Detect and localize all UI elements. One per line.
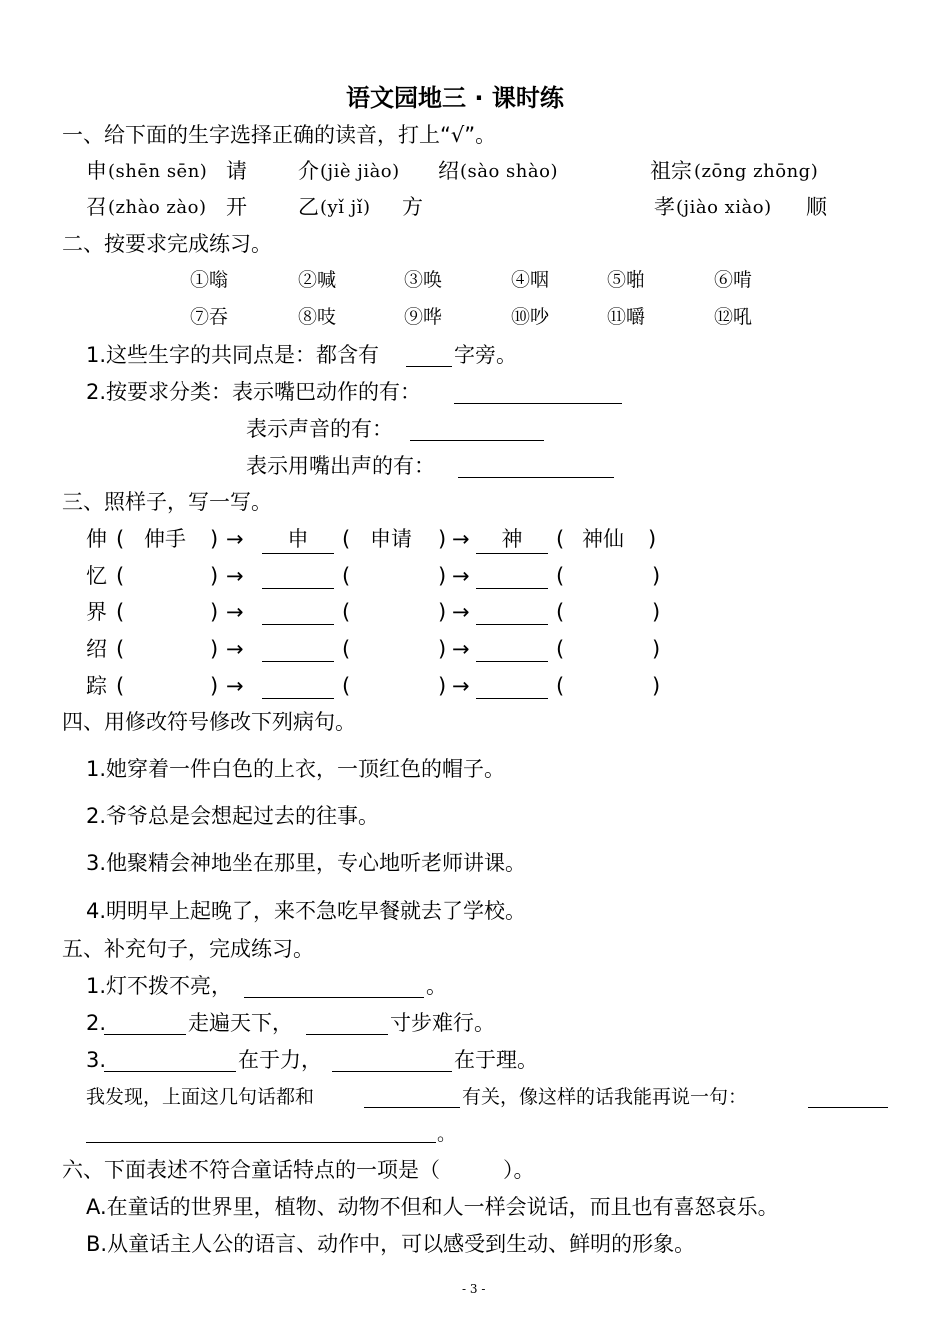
paren-left: ( [342, 564, 351, 588]
paren-right: ) [210, 600, 219, 624]
pinyin-suffix: 请 [226, 159, 247, 183]
option-b[interactable]: B.从童话主人公的语言、动作中，可以感受到生动、鲜明的形象。 [86, 1232, 696, 1256]
row-char: 绍 [86, 637, 107, 661]
char-item: ②喊 [298, 269, 337, 291]
pinyin-char: 召 [86, 195, 107, 219]
paren-left: ( [342, 674, 351, 698]
question-2-1-text: 1.这些生字的共同点是：都含有 [86, 343, 380, 367]
arrow-icon: → [226, 637, 244, 661]
answer-blank[interactable] [104, 1071, 236, 1072]
paren-left: ( [556, 600, 565, 624]
paren-left: ( [116, 527, 125, 551]
proverb-2-num: 2. [86, 1011, 107, 1035]
section-3-heading: 三、照样子，写一写。 [62, 490, 272, 514]
paren-right: ) [652, 637, 661, 661]
paren-right: ) [652, 564, 661, 588]
pinyin-options: (yǐ jǐ) [320, 197, 371, 218]
pinyin-suffix: 方 [402, 195, 423, 219]
paren-left: ( [556, 674, 565, 698]
row-char: 忆 [86, 564, 107, 588]
row-char: 界 [86, 600, 107, 624]
section-5-heading: 五、补充句子，完成练习。 [62, 937, 314, 961]
page-number: - 3 - [462, 1282, 486, 1296]
answer-blank[interactable] [476, 588, 548, 589]
answer-blank[interactable] [262, 624, 334, 625]
paren-left: ( [116, 564, 125, 588]
answer-blank[interactable] [406, 366, 452, 367]
sentence-item: 1.她穿着一件白色的上衣，一顶红色的帽子。 [86, 757, 506, 781]
answer-blank[interactable] [86, 1142, 436, 1143]
question-2-2-text: 2.按要求分类：表示嘴巴动作的有： [86, 380, 422, 404]
paren-right: ) [438, 600, 447, 624]
arrow-icon: → [226, 674, 244, 698]
example-word: 伸手 [144, 527, 186, 551]
char-item: ③唤 [404, 269, 443, 291]
pinyin-options: (jiào xiào) [676, 197, 772, 218]
proverb-3-end: 在于理。 [454, 1048, 538, 1072]
proverb-3-num: 3. [86, 1048, 107, 1072]
answer-blank[interactable] [306, 1034, 388, 1035]
sentence-item: 4.明明早上起晚了，来不急吃早餐就去了学校。 [86, 899, 527, 923]
paren-right: ) [652, 600, 661, 624]
answer-blank[interactable] [262, 588, 334, 589]
section-2-heading: 二、按要求完成练习。 [62, 232, 272, 256]
paren-right: ) [438, 564, 447, 588]
section-1-heading: 一、给下面的生字选择正确的读音，打上“√”。 [62, 123, 497, 147]
proverb-3-mid: 在于力， [238, 1048, 322, 1072]
pinyin-options: (zōng zhōng) [694, 161, 819, 182]
pinyin-char: 绍 [438, 159, 459, 183]
pinyin-char: 申 [86, 159, 107, 183]
answer-blank[interactable] [476, 698, 548, 699]
paren-right: ) [438, 637, 447, 661]
paren-left: ( [342, 600, 351, 624]
arrow-icon: → [226, 527, 244, 551]
char-item: ⑥啃 [714, 269, 753, 291]
paren-left: ( [556, 637, 565, 661]
arrow-icon: → [452, 674, 470, 698]
paren-right: ) [438, 527, 447, 551]
pinyin-options: (jiè jiào) [320, 161, 400, 182]
row-char: 踪 [86, 674, 107, 698]
paren-left: ( [116, 637, 125, 661]
paren-right: ) [210, 564, 219, 588]
section-6-heading: 六、下面表述不符合童话特点的一项是（ ）。 [62, 1158, 535, 1182]
row-char: 伸 [86, 527, 107, 551]
arrow-icon: → [452, 564, 470, 588]
answer-blank[interactable] [244, 997, 424, 998]
proverb-2-end: 寸步难行。 [390, 1011, 495, 1035]
answer-blank[interactable] [364, 1107, 460, 1108]
answer-blank[interactable] [808, 1107, 888, 1108]
paren-left: ( [556, 527, 565, 551]
pinyin-char: 介 [298, 159, 319, 183]
char-item: ⑧吱 [298, 306, 337, 328]
pinyin-options: (sào shào) [460, 161, 558, 182]
pinyin-char: 孝 [654, 195, 675, 219]
char-item: ⑫吼 [714, 306, 753, 328]
pinyin-options: (zhào zào) [108, 197, 207, 218]
answer-blank[interactable] [410, 440, 544, 441]
proverb-1-end: 。 [426, 974, 447, 998]
char-item: ⑦吞 [190, 306, 229, 328]
answer-blank[interactable] [476, 661, 548, 662]
pinyin-char: 乙 [298, 195, 319, 219]
example-word: 申请 [370, 527, 412, 551]
section-4-heading: 四、用修改符号修改下列病句。 [62, 710, 356, 734]
proverb-1-text: 1.灯不拨不亮， [86, 974, 233, 998]
answer-blank[interactable] [104, 1034, 186, 1035]
discover-text: 我发现，上面这几句话都和 [86, 1086, 315, 1108]
paren-right: ) [210, 637, 219, 661]
example-word: 神仙 [582, 527, 624, 551]
pinyin-options: (shēn sēn) [108, 161, 208, 182]
discover-text-2: 有关，像这样的话我能再说一句： [462, 1086, 748, 1108]
page-title: 语文园地三 · 课时练 [346, 84, 564, 112]
paren-right: ) [210, 527, 219, 551]
char-item: ⑨哗 [404, 306, 443, 328]
paren-right: ) [438, 674, 447, 698]
answer-blank[interactable] [262, 661, 334, 662]
answer-blank[interactable] [476, 624, 548, 625]
paren-right: ) [652, 674, 661, 698]
char-item: ⑪嚼 [607, 306, 646, 328]
paren-left: ( [116, 600, 125, 624]
proverb-2-mid: 走遍天下， [188, 1011, 293, 1035]
pinyin-suffix: 顺 [806, 195, 827, 219]
paren-right: ) [648, 527, 657, 551]
discover-end: 。 [437, 1123, 457, 1145]
sentence-item: 3.他聚精会神地坐在那里，专心地听老师讲课。 [86, 851, 527, 875]
arrow-icon: → [452, 637, 470, 661]
sentence-item: 2.爷爷总是会想起过去的往事。 [86, 804, 380, 828]
char-item: ①嗡 [190, 269, 229, 291]
paren-left: ( [342, 527, 351, 551]
answer-blank[interactable] [332, 1071, 452, 1072]
question-2-1-suffix: 字旁。 [454, 343, 517, 367]
char-item: ④咽 [511, 269, 550, 291]
paren-left: ( [556, 564, 565, 588]
answer-blank[interactable] [262, 698, 334, 699]
example-answer: 申 [262, 529, 334, 554]
pinyin-char: 祖宗 [650, 159, 692, 183]
arrow-icon: → [226, 564, 244, 588]
example-answer: 神 [476, 529, 548, 554]
question-2-2-mouth-sound: 表示用嘴出声的有： [246, 454, 435, 478]
char-item: ⑩吵 [511, 306, 550, 328]
paren-left: ( [116, 674, 125, 698]
arrow-icon: → [452, 600, 470, 624]
pinyin-suffix: 开 [226, 195, 247, 219]
paren-left: ( [342, 637, 351, 661]
arrow-icon: → [452, 527, 470, 551]
option-a[interactable]: A.在童话的世界里，植物、动物不但和人一样会说话，而且也有喜怒哀乐。 [86, 1195, 779, 1219]
answer-blank[interactable] [454, 403, 622, 404]
question-2-2-sound: 表示声音的有： [246, 417, 393, 441]
arrow-icon: → [226, 600, 244, 624]
paren-right: ) [210, 674, 219, 698]
answer-blank[interactable] [458, 477, 614, 478]
char-item: ⑤啪 [607, 269, 646, 291]
